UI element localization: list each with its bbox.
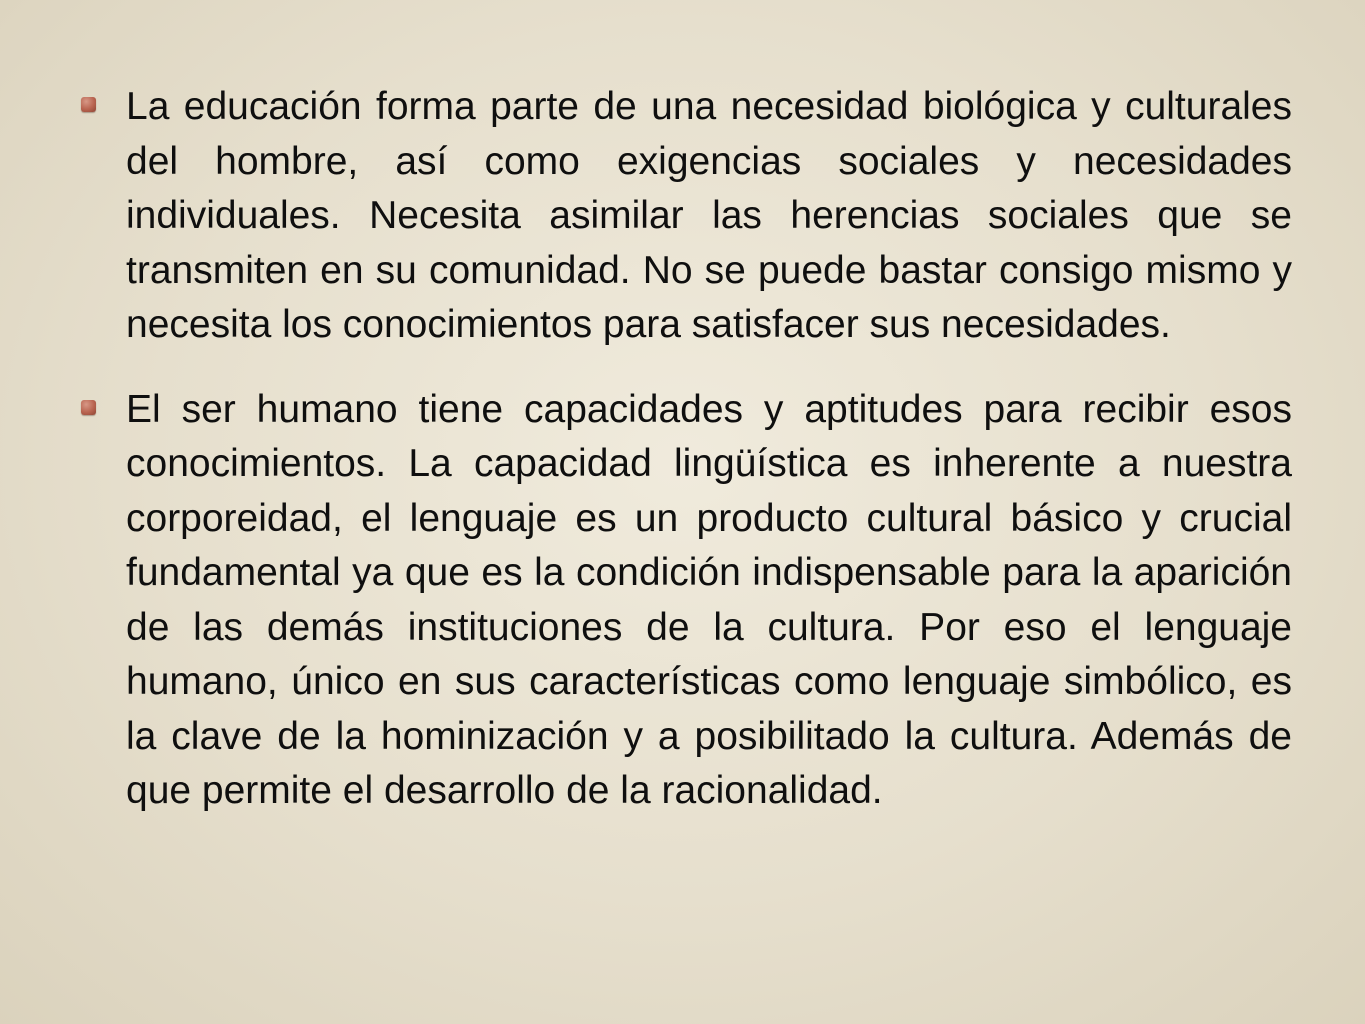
bullet-text: La educación forma parte de una necesidad biológica y culturales del hombre, así como exigencias sociales y necesidades individuales. Necesita asimilar las herencias sociales que se transmiten en su comunidad. No se puede bastar consigo mismo y necesita los conocimientos para satisfacer sus necesidades. — [126, 85, 1292, 346]
bullet-list — [78, 80, 1292, 849]
square-bullet-icon — [81, 400, 96, 415]
bullet-text: El ser humano tiene capacidades y aptitudes para recibir esos conocimientos. La capacidad lingüística es inherente a nuestra corporeidad, el lenguaje es un producto cultural básico y crucial fundamental ya que es la condición indispensable para la aparición de las demás instituciones de la cultura. Por eso el lenguaje humano, único en sus características como lenguaje simbólico, es la clave de la hominización y a posibilitado la cultura. Además de que permite el desarrollo de la racionalidad. — [126, 387, 1292, 812]
bullet-item — [78, 383, 1292, 819]
bullet-item — [78, 80, 1292, 353]
square-bullet-icon — [81, 97, 96, 112]
